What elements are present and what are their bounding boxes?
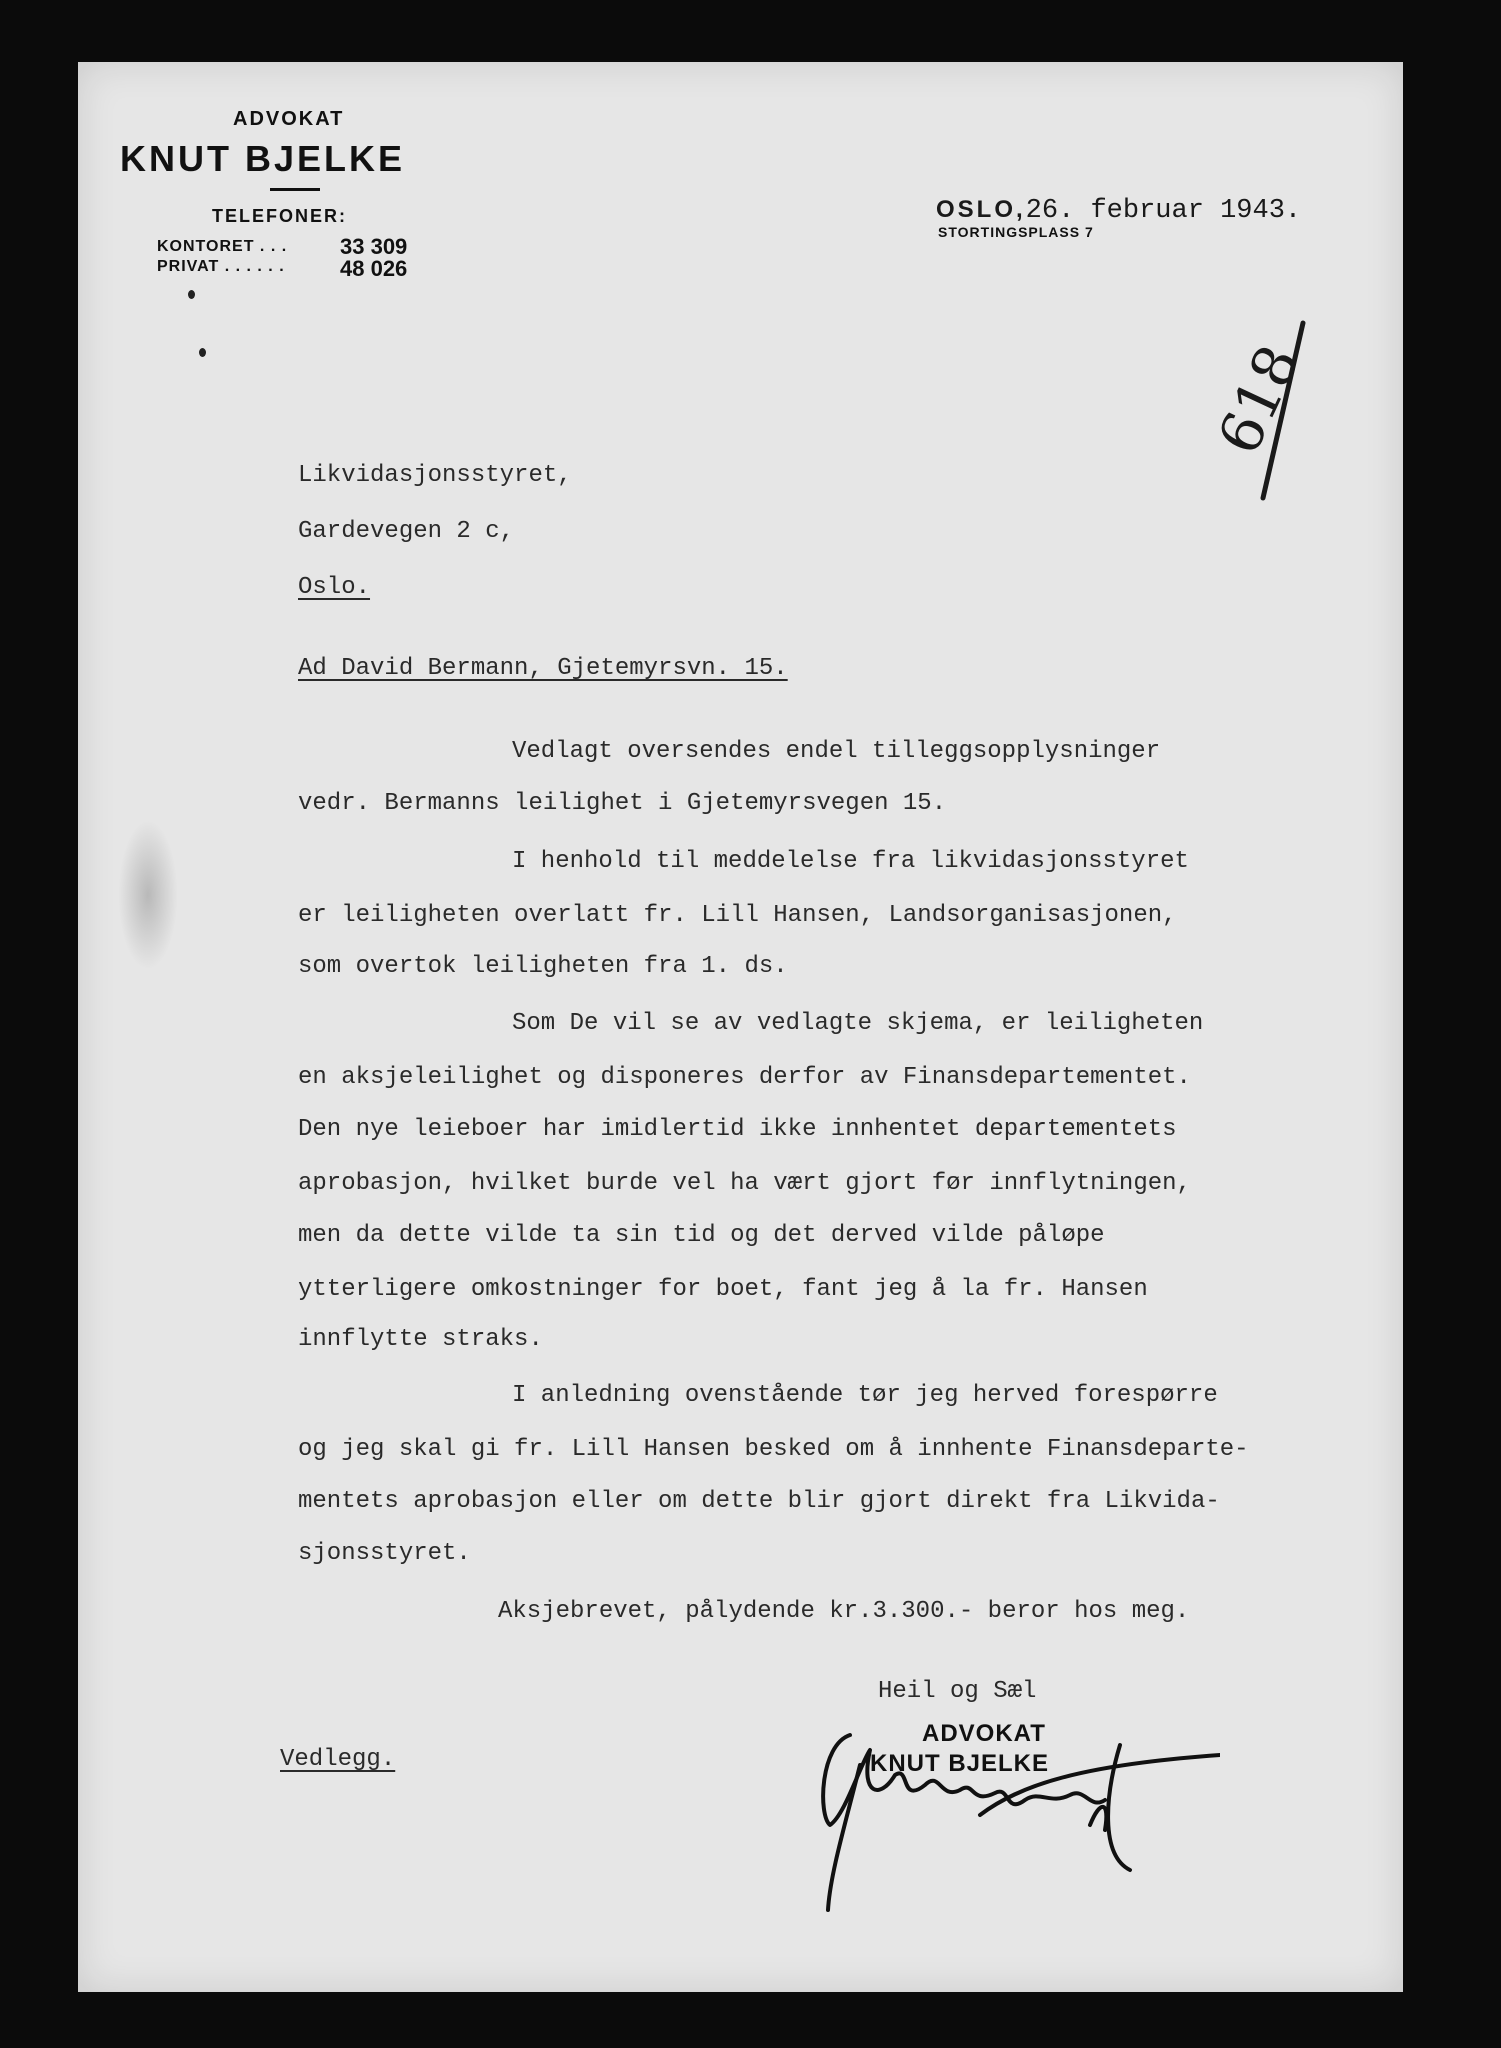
letterhead-title: ADVOKAT [233, 108, 345, 130]
recipient-line: Likvidasjonsstyret, [298, 462, 572, 489]
kontoret-number: 33 309 [340, 234, 408, 259]
body-line: I anledning ovenstående tør jeg herved forespørre [512, 1382, 1218, 1409]
telefoner-label: TELEFONER: [212, 206, 347, 226]
body-line: som overtok leiligheten fra 1. ds. [298, 953, 788, 980]
body-line: og jeg skal gi fr. Lill Hansen besked om å innhente Finansdeparte- [298, 1436, 1249, 1463]
letterhead-name: KNUT BJELKE [120, 138, 406, 179]
privat-number: 48 026 [340, 256, 408, 281]
stamp-name: KNUT BJELKE [870, 1750, 1050, 1777]
dateline-street: STORTINGSPLASS 7 [938, 224, 1094, 240]
body-line: ytterligere omkostninger for boet, fant jeg å la fr. Hansen [298, 1276, 1148, 1303]
handwritten-number-618 [1195, 318, 1315, 518]
body-line: Som De vil se av vedlagte skjema, er leiligheten [512, 1010, 1204, 1037]
svg-text:618: 618 [1204, 335, 1313, 465]
stamp-title: ADVOKAT [922, 1720, 1046, 1747]
enclosure-label: Vedlegg. [280, 1746, 396, 1773]
bullet-dot [199, 348, 206, 357]
body-line: mentets aprobasjon eller om dette blir gjort direkt fra Likvida- [298, 1488, 1220, 1515]
ink-smudge [118, 820, 178, 970]
body-line: en aksjeleilighet og disponeres derfor av Finansdepartementet. [298, 1064, 1191, 1091]
body-line: Aksjebrevet, pålydende kr.3.300.- beror hos meg. [498, 1598, 1190, 1625]
body-line: men da dette vilde ta sin tid og det derved vilde påløpe [298, 1222, 1105, 1249]
body-line: Den nye leieboer har imidlertid ikke innhentet departementets [298, 1116, 1177, 1143]
closing: Heil og Sæl [878, 1678, 1037, 1705]
recipient-line: Gardevegen 2 c, [298, 518, 515, 545]
body-line: innflytte straks. [298, 1326, 543, 1353]
body-line: vedr. Bermanns leilighet i Gjetemyrsvegen 15. [298, 790, 947, 817]
dateline-date: 26. februar 1943. [1025, 196, 1302, 226]
recipient-city: Oslo. [298, 574, 371, 601]
subject-line: Ad David Bermann, Gjetemyrsvn. 15. [298, 655, 788, 682]
body-line: I henhold til meddelelse fra likvidasjonsstyret [512, 848, 1189, 875]
dateline [936, 196, 1301, 226]
body-line: Vedlagt oversendes endel tilleggsopplysninger [512, 738, 1161, 765]
body-line: sjonsstyret. [298, 1540, 471, 1567]
bullet-dot [188, 290, 195, 299]
kontoret-label: KONTORET . . . [157, 238, 288, 255]
privat-label: PRIVAT . . . . . . [157, 258, 285, 275]
body-line: aprobasjon, hvilket burde vel ha vært gjort før innflytningen, [298, 1170, 1191, 1197]
letterhead-rule [270, 188, 320, 191]
dateline-city: OSLO, [936, 196, 1026, 223]
body-line: er leiligheten overlatt fr. Lill Hansen, Landsorganisasjonen, [298, 902, 1177, 929]
handwritten-signature [800, 1705, 1220, 1925]
